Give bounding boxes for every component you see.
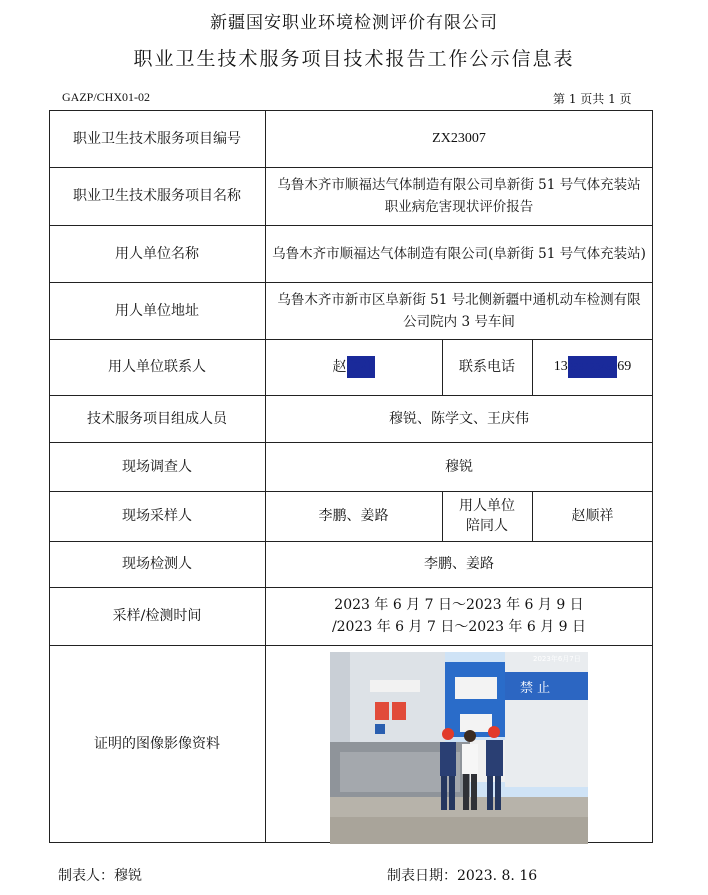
site-photo	[330, 652, 588, 844]
address-value: 乌鲁木齐市新市区阜新街 51 号北侧新疆中通机动车检测有限公司院内 3 号车间	[277, 291, 641, 330]
employer-value: 乌鲁木齐市顺福达气体制造有限公司(阜新街 51 号气体充装站)	[272, 245, 646, 262]
project-no-label: 职业卫生技术服务项目编号	[73, 130, 241, 147]
site-photo-illustration	[330, 652, 588, 844]
team-value: 穆锐、陈学文、王庆伟	[389, 410, 529, 427]
contact-redaction: 顺祥	[347, 356, 375, 378]
company-name: 新疆国安职业环境检测评价有限公司	[210, 13, 498, 33]
sampler-label: 现场采样人	[122, 508, 192, 524]
project-name-value: 乌鲁木齐市顺福达气体制造有限公司阜新街 51 号气体充装站职业病危害现状评价报告	[277, 177, 641, 215]
investigator-value: 穆锐	[445, 458, 473, 475]
footer-date: 制表日期：2023. 8. 16	[387, 868, 538, 884]
photo-timestamp: 2023年6月7日	[533, 655, 581, 663]
time-label: 采样/检测时间	[112, 608, 202, 624]
team-label: 技术服务项目组成人员	[87, 410, 227, 427]
companion-value: 赵顺祥	[571, 508, 614, 524]
phone-redaction: 899123456	[568, 356, 618, 378]
tester-value: 李鹏、姜路	[424, 556, 494, 572]
companion-label: 用人单位陪同人	[459, 498, 515, 534]
phone-prefix: 13	[553, 359, 568, 374]
document-code: GAZP/CHX01-02	[62, 90, 151, 104]
project-name-label: 职业卫生技术服务项目名称	[73, 188, 241, 204]
phone-suffix: 69	[617, 359, 632, 374]
phone-label: 联系电话	[459, 359, 515, 375]
time-value	[265, 587, 653, 645]
employer-label: 用人单位名称	[115, 245, 199, 262]
investigator-label: 现场调查人	[122, 458, 192, 475]
photo-label: 证明的图像影像资料	[94, 736, 220, 752]
sign-text: 禁 止	[520, 681, 551, 696]
contact-value	[265, 339, 442, 395]
tester-label: 现场检测人	[122, 556, 192, 572]
phone-value	[532, 339, 653, 395]
contact-visible-text: 赵	[332, 359, 347, 375]
sampler-value: 李鹏、姜路	[318, 508, 389, 524]
time-line-1: 2023 年 6 月 7 日～2023 年 6 月 9 日	[334, 597, 584, 613]
document-title: 职业卫生技术服务项目技术报告工作公示信息表	[133, 48, 575, 70]
time-line-2: /2023 年 6 月 7 日～2023 年 6 月 9 日	[331, 619, 587, 635]
page-info: 第 1 页共 1 页	[553, 92, 632, 106]
footer-maker: 制表人：穆锐	[58, 868, 142, 884]
project-no-value: ZX23007	[432, 130, 486, 146]
address-label: 用人单位地址	[115, 302, 199, 319]
contact-label: 用人单位联系人	[108, 359, 206, 375]
